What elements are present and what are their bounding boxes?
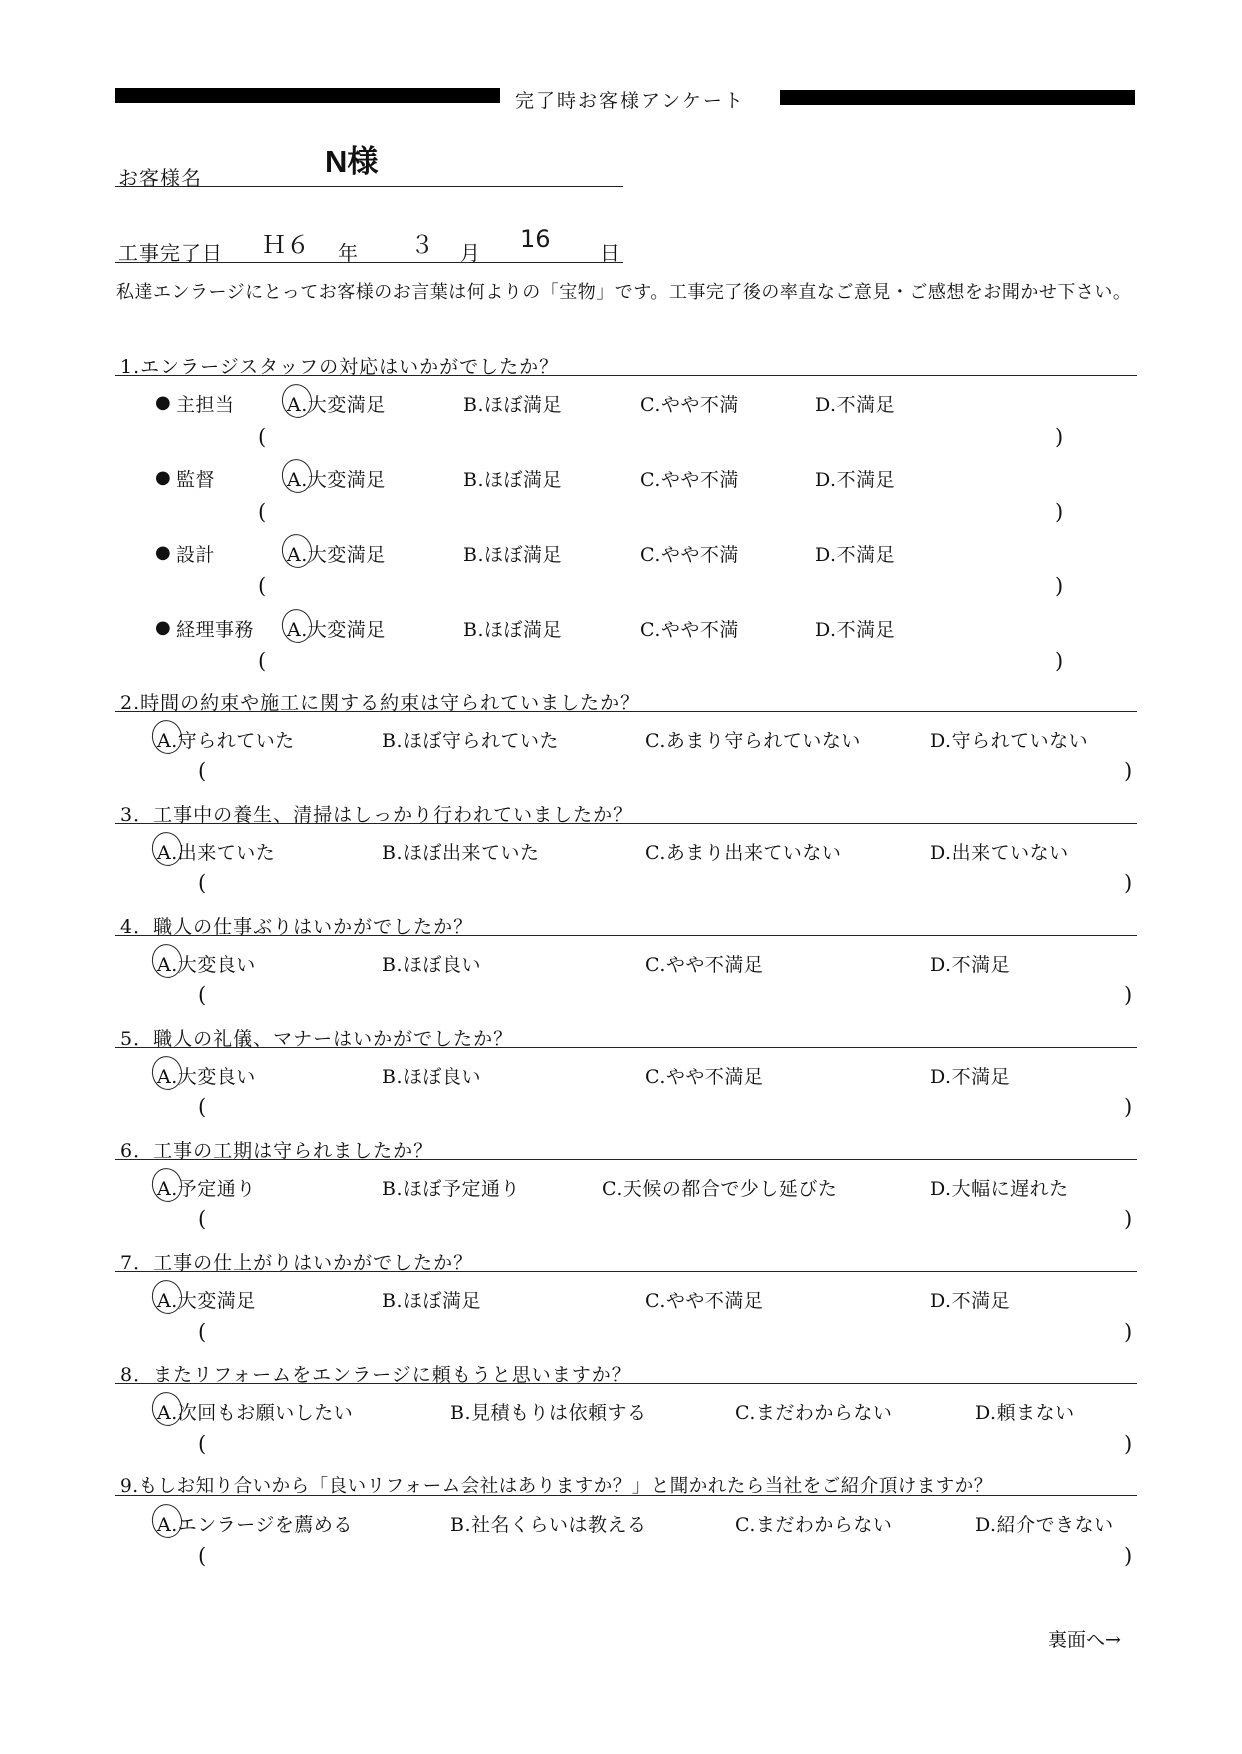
- bullet-icon: ●: [155, 542, 171, 563]
- comment-open-paren: (: [198, 983, 207, 1007]
- comment-open-paren: (: [198, 871, 207, 895]
- q1-option-c: C.やや不満: [640, 544, 739, 566]
- q1-row-label: 監督: [176, 469, 216, 491]
- question-1: 1.エンラージスタッフの対応はいかがでしたか？: [120, 356, 560, 378]
- comment-open-paren: (: [258, 649, 267, 673]
- q5-option-c: C.やや不満足: [645, 1066, 764, 1088]
- comment-close-paren: ): [1124, 1320, 1133, 1344]
- q7-option-d: D.不満足: [930, 1290, 1011, 1312]
- comment-close-paren: ): [1124, 1432, 1133, 1456]
- question-underline: [115, 711, 1137, 712]
- question-underline: [115, 823, 1137, 824]
- q1-option-a: A.大変満足: [287, 469, 386, 491]
- q1-option-c: C.やや不満: [640, 619, 739, 641]
- question-underline: [115, 1495, 1137, 1496]
- survey-title: 完了時お客様アンケート: [515, 90, 745, 112]
- q3-option-d: D.出来ていない: [930, 842, 1069, 864]
- customer-label: お客様名: [118, 166, 202, 190]
- comment-close-paren: ): [1055, 574, 1064, 598]
- q5-option-b: B.ほぼ良い: [382, 1066, 482, 1088]
- comment-open-paren: (: [198, 1544, 207, 1568]
- bullet-icon: ●: [155, 392, 171, 413]
- question-underline: [115, 935, 1137, 936]
- header-bar-left: [115, 88, 500, 103]
- comment-close-paren: ): [1124, 759, 1133, 783]
- comment-open-paren: (: [258, 574, 267, 598]
- comment-close-paren: ): [1055, 649, 1064, 673]
- comment-close-paren: ): [1124, 1095, 1133, 1119]
- comment-open-paren: (: [198, 759, 207, 783]
- comment-close-paren: ): [1124, 1544, 1133, 1568]
- comment-close-paren: ): [1055, 425, 1064, 449]
- q8-option-b: B.見積もりは依頼する: [450, 1402, 647, 1424]
- day-label: 日: [600, 241, 621, 265]
- question-6: 6．工事の工期は守られましたか？: [120, 1140, 434, 1162]
- day-value: 16: [520, 225, 551, 253]
- q3-option-a: A.出来ていた: [157, 842, 276, 864]
- intro-text: 私達エンラージにとってお客様のお言葉は何よりの「宝物」です。工事完了後の率直なご意見・ご感想をお聞かせ下さい。: [116, 282, 1132, 303]
- q3-option-c: C.あまり出来ていない: [645, 842, 842, 864]
- q1-option-c: C.やや不満: [640, 469, 739, 491]
- q1-option-b: B.ほぼ満足: [463, 619, 563, 641]
- q2-option-d: D.守られていない: [930, 730, 1089, 752]
- q4-option-c: C.やや不満足: [645, 954, 764, 976]
- q9-option-c: C.まだわからない: [735, 1514, 893, 1536]
- comment-open-paren: (: [198, 1207, 207, 1231]
- month-value: ３: [410, 231, 434, 259]
- completion-label: 工事完了日: [118, 241, 223, 265]
- q1-option-d: D.不満足: [815, 394, 896, 416]
- comment-open-paren: (: [198, 1095, 207, 1119]
- question-9: 9.もしお知り合いから「良いリフォーム会社はありますか？」と聞かれたら当社をご紹介頂けますか？: [120, 1476, 993, 1497]
- comment-open-paren: (: [198, 1320, 207, 1344]
- bullet-icon: ●: [155, 467, 171, 488]
- q7-option-a: A.大変満足: [157, 1290, 256, 1312]
- q3-option-b: B.ほぼ出来ていた: [382, 842, 540, 864]
- q1-option-d: D.不満足: [815, 469, 896, 491]
- comment-open-paren: (: [258, 500, 267, 524]
- q4-option-a: A.大変良い: [157, 954, 256, 976]
- question-3: 3．工事中の養生、清掃はしっかり行われていましたか？: [120, 804, 634, 826]
- q9-option-b: B.社名くらいは教える: [450, 1514, 647, 1536]
- question-1-underline: [115, 375, 1137, 376]
- q1-option-b: B.ほぼ満足: [463, 544, 563, 566]
- question-2: 2.時間の約束や施工に関する約束は守られていましたか？: [120, 692, 641, 714]
- question-underline: [115, 1271, 1137, 1272]
- q5-option-a: A.大変良い: [157, 1066, 256, 1088]
- q5-option-d: D.不満足: [930, 1066, 1011, 1088]
- comment-close-paren: ): [1124, 1207, 1133, 1231]
- q1-row-label: 経理事務: [176, 619, 255, 641]
- q1-option-d: D.不満足: [815, 619, 896, 641]
- q1-option-d: D.不満足: [815, 544, 896, 566]
- q9-option-a: A.エンラージを薦める: [157, 1514, 353, 1536]
- q1-row-label: 主担当: [176, 394, 235, 416]
- customer-underline: [115, 186, 623, 187]
- era-value: Ｈ６: [262, 231, 310, 259]
- q8-option-a: A.次回もお願いしたい: [157, 1402, 354, 1424]
- q1-option-c: C.やや不満: [640, 394, 739, 416]
- q1-option-b: B.ほぼ満足: [463, 469, 563, 491]
- q6-option-a: A.予定通り: [157, 1178, 256, 1200]
- q2-option-a: A.守られていた: [157, 730, 295, 752]
- q6-option-b: B.ほぼ予定通り: [382, 1178, 521, 1200]
- bullet-icon: ●: [155, 617, 171, 638]
- next-page-note: 裏面へ→: [1048, 1629, 1121, 1651]
- q1-option-a: A.大変満足: [287, 619, 386, 641]
- question-underline: [115, 1159, 1137, 1160]
- q2-option-c: C.あまり守られていない: [645, 730, 861, 752]
- comment-close-paren: ): [1124, 983, 1133, 1007]
- year-label: 年: [338, 241, 359, 265]
- q1-row-label: 設計: [176, 544, 216, 566]
- header-bar-right: [780, 90, 1135, 105]
- customer-name: N様: [325, 144, 379, 179]
- q7-option-b: B.ほぼ満足: [382, 1290, 482, 1312]
- q4-option-b: B.ほぼ良い: [382, 954, 482, 976]
- comment-close-paren: ): [1055, 500, 1064, 524]
- question-4: 4．職人の仕事ぶりはいかがでしたか？: [120, 916, 474, 938]
- date-underline: [115, 262, 623, 263]
- q6-option-c: C.天候の都合で少し延びた: [602, 1178, 838, 1200]
- question-underline: [115, 1047, 1137, 1048]
- comment-open-paren: (: [258, 425, 267, 449]
- q7-option-c: C.やや不満足: [645, 1290, 764, 1312]
- question-5: 5．職人の礼儀、マナーはいかがでしたか？: [120, 1028, 514, 1050]
- month-label: 月: [460, 241, 481, 265]
- q1-option-b: B.ほぼ満足: [463, 394, 563, 416]
- q9-option-d: D.紹介できない: [975, 1514, 1114, 1536]
- comment-close-paren: ): [1124, 871, 1133, 895]
- q2-option-b: B.ほぼ守られていた: [382, 730, 560, 752]
- q8-option-c: C.まだわからない: [735, 1402, 893, 1424]
- question-8: 8．またリフォームをエンラージに頼もうと思いますか？: [120, 1364, 632, 1386]
- q6-option-d: D.大幅に遅れた: [930, 1178, 1069, 1200]
- q1-option-a: A.大変満足: [287, 544, 386, 566]
- q8-option-d: D.頼まない: [975, 1402, 1075, 1424]
- q1-option-a: A.大変満足: [287, 394, 386, 416]
- question-7: 7．工事の仕上がりはいかがでしたか？: [120, 1252, 474, 1274]
- comment-open-paren: (: [198, 1432, 207, 1456]
- q4-option-d: D.不満足: [930, 954, 1011, 976]
- question-underline: [115, 1383, 1137, 1384]
